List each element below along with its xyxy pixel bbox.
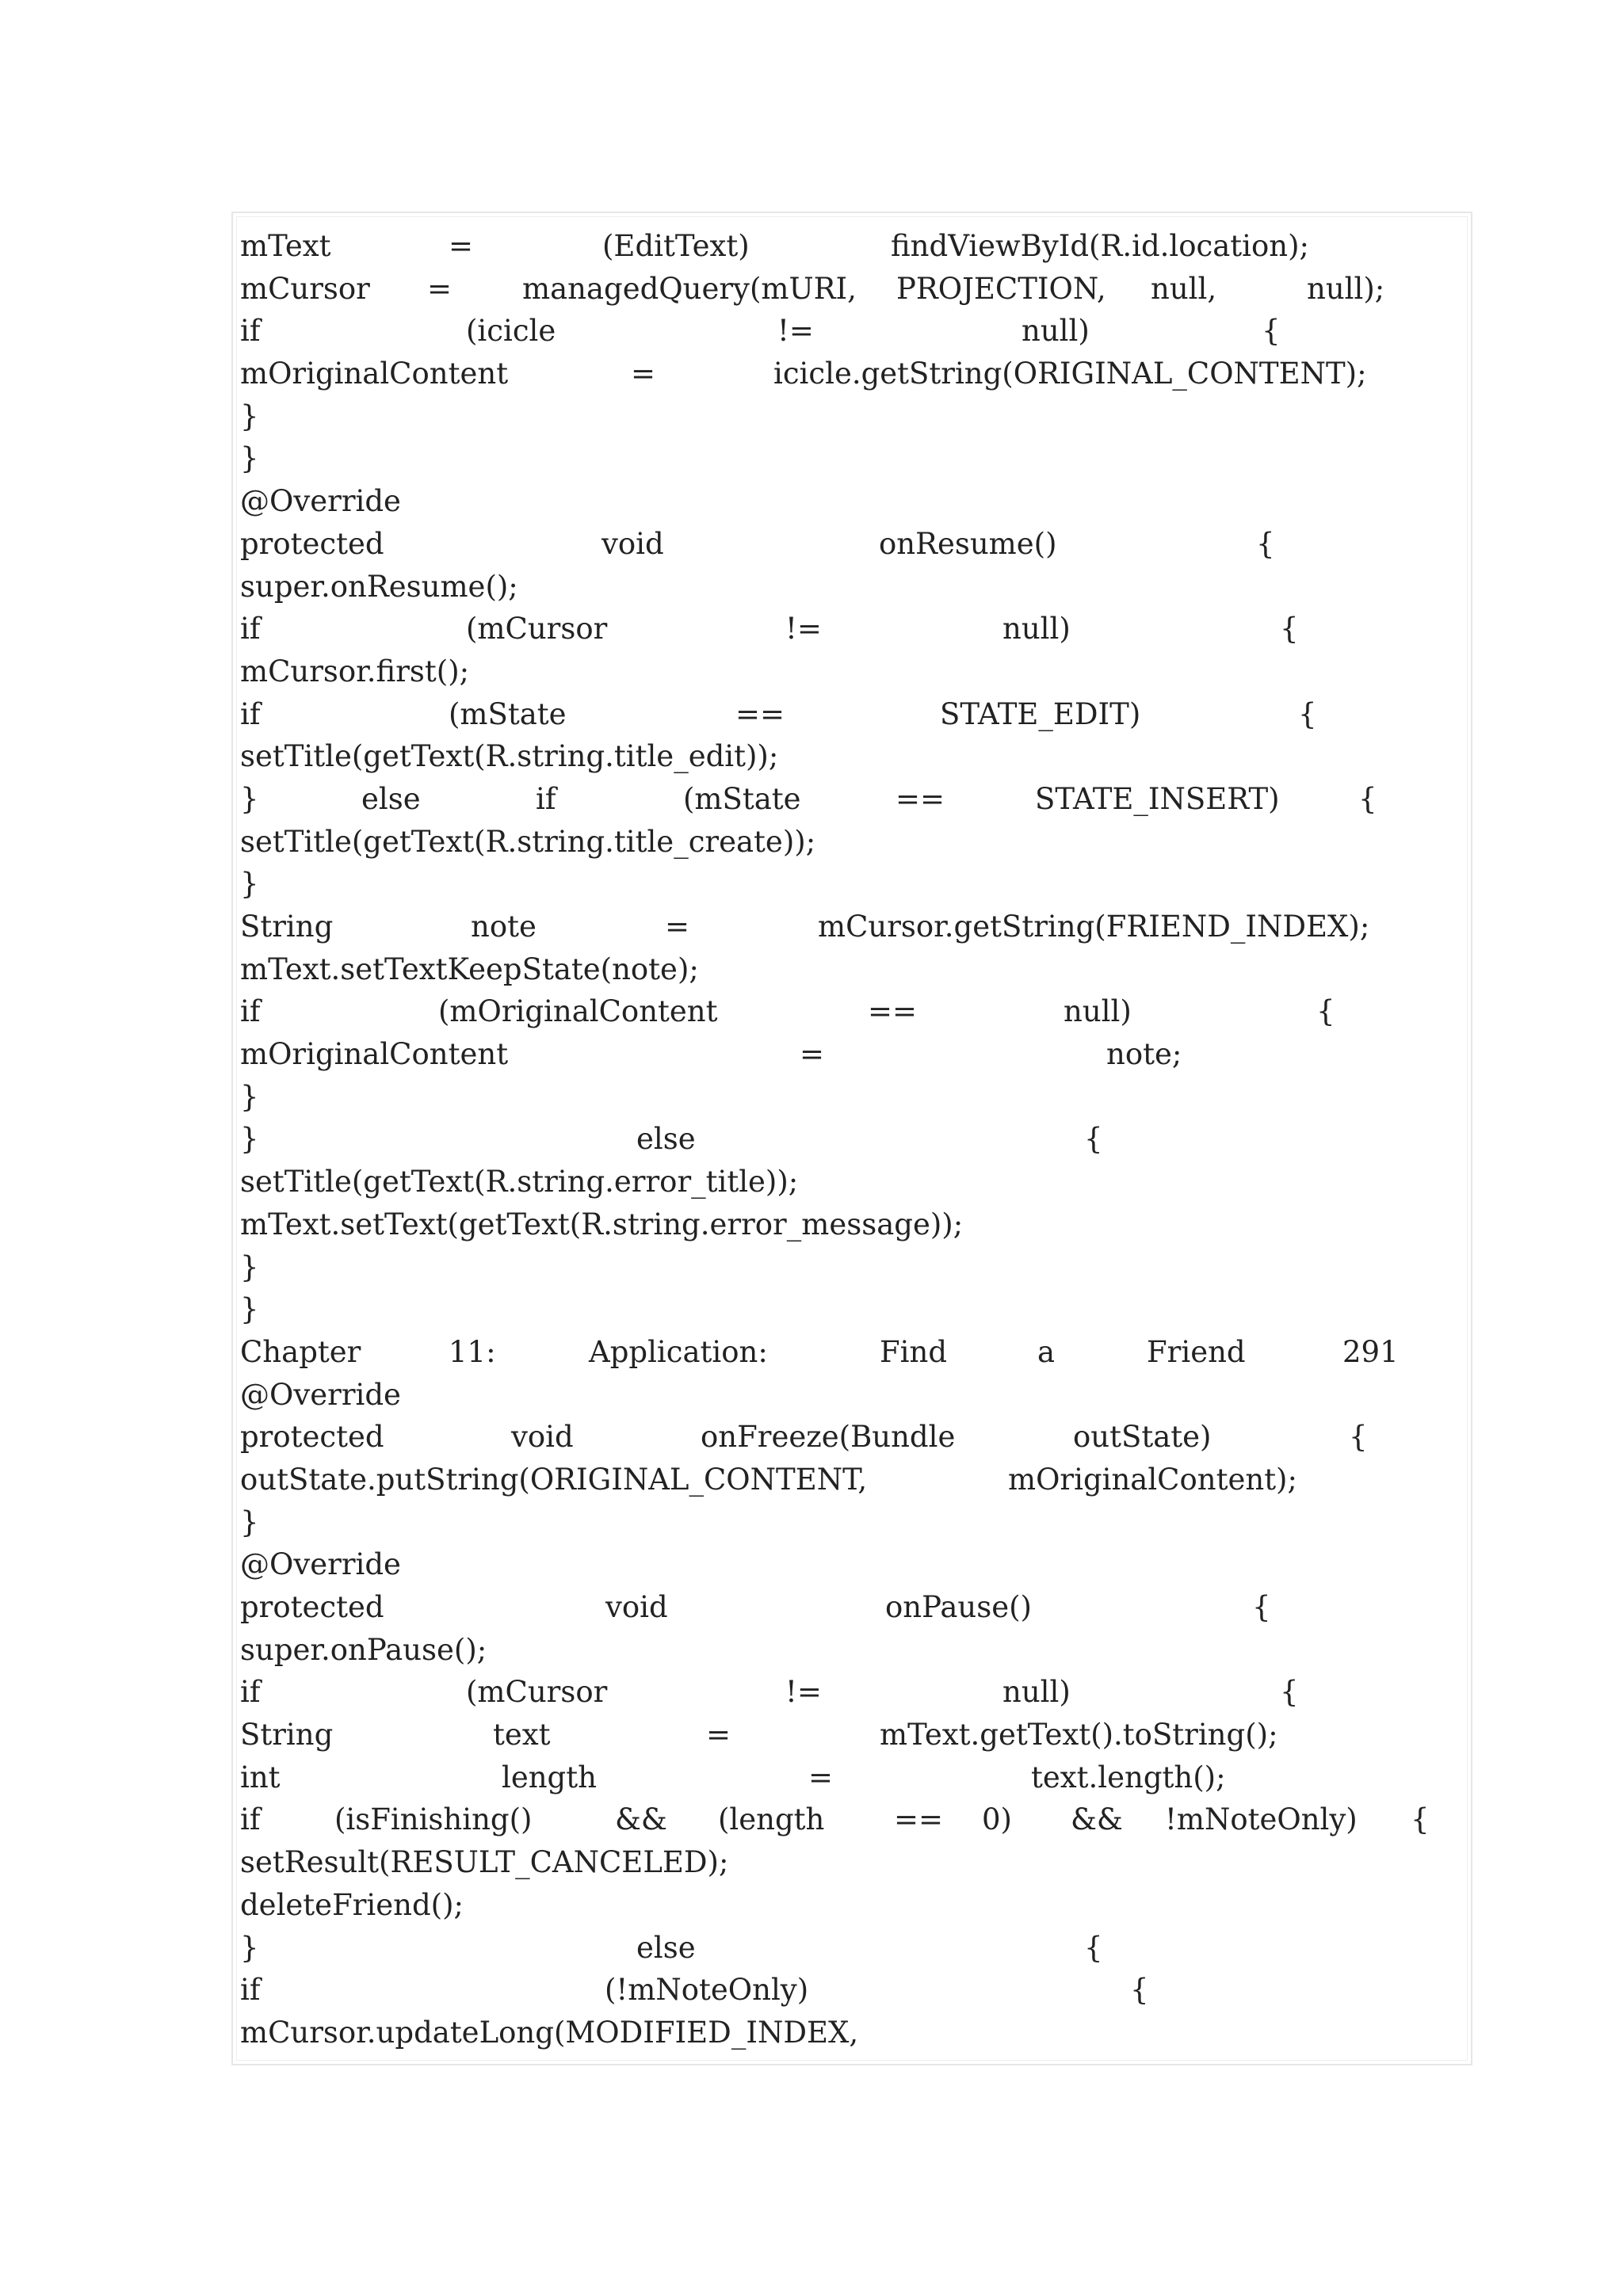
code-token: } xyxy=(240,1122,259,1157)
code-token: { xyxy=(1358,781,1377,816)
code-token: setTitle(getText(R.string.title_edit)); xyxy=(240,739,779,774)
code-token: managedQuery(mURI, xyxy=(522,271,857,306)
code-line xyxy=(240,1459,1461,1501)
code-line xyxy=(240,1118,1461,1161)
code-token: { xyxy=(1280,1675,1299,1710)
code-line xyxy=(240,1969,1461,2012)
code-token: if xyxy=(240,994,261,1029)
code-token: { xyxy=(1084,1930,1103,1965)
code-token: a xyxy=(1037,1334,1056,1369)
code-token: if xyxy=(536,781,556,816)
code-token: mText.getText().toString(); xyxy=(880,1718,1278,1753)
code-token: { xyxy=(1280,612,1299,646)
code-token: deleteFriend(); xyxy=(240,1887,464,1922)
code-token: } xyxy=(240,781,259,816)
code-token: else xyxy=(361,781,421,816)
code-token: null) xyxy=(1002,1675,1071,1710)
code-token: String xyxy=(240,910,334,944)
code-token: } xyxy=(240,399,259,433)
code-token: && xyxy=(1071,1802,1123,1837)
code-token: != xyxy=(785,612,822,646)
code-line xyxy=(240,1671,1461,1714)
code-line xyxy=(240,990,1461,1033)
code-token: (mOriginalContent xyxy=(438,994,718,1029)
code-token: if xyxy=(240,1802,261,1837)
code-token: PROJECTION, xyxy=(896,271,1106,306)
code-token: { xyxy=(1084,1122,1103,1157)
code-token: text.length(); xyxy=(1031,1760,1226,1794)
code-line xyxy=(240,1374,1461,1417)
code-line xyxy=(240,1288,1461,1331)
code-token: @Override xyxy=(240,1547,401,1582)
code-token: if xyxy=(240,1675,261,1710)
code-token: mOriginalContent); xyxy=(1008,1462,1297,1497)
code-line xyxy=(240,1798,1461,1841)
code-token: icicle.getString(ORIGINAL_CONTENT); xyxy=(773,357,1367,391)
code-token: = xyxy=(631,357,656,391)
code-token: null); xyxy=(1307,271,1385,306)
code-line xyxy=(240,906,1461,948)
code-token: (isFinishing() xyxy=(334,1802,533,1837)
code-token: (mState xyxy=(449,696,567,731)
code-token: = xyxy=(800,1037,825,1072)
code-token: == xyxy=(868,994,918,1029)
code-token: = xyxy=(449,229,474,263)
code-line xyxy=(240,2012,1461,2054)
code-line xyxy=(240,268,1461,311)
code-token: } xyxy=(240,1292,259,1327)
code-token: else xyxy=(636,1122,696,1157)
code-token: onFreeze(Bundle xyxy=(701,1420,956,1455)
code-token: { xyxy=(1349,1420,1368,1455)
code-token: == xyxy=(896,781,945,816)
code-token: setTitle(getText(R.string.error_title)); xyxy=(240,1165,799,1199)
code-token: (EditText) xyxy=(602,229,750,263)
code-token: (icicle xyxy=(466,314,556,349)
code-line xyxy=(240,1331,1461,1374)
code-line xyxy=(240,1927,1461,1970)
code-token: { xyxy=(1262,314,1281,349)
code-token: @Override xyxy=(240,484,401,519)
code-token: && xyxy=(615,1802,667,1837)
code-token: void xyxy=(511,1420,574,1455)
code-line xyxy=(240,480,1461,523)
code-token: Find xyxy=(880,1334,948,1369)
code-token: } xyxy=(240,1249,259,1284)
code-line xyxy=(240,1033,1461,1076)
code-token: 11: xyxy=(449,1334,496,1369)
code-token: onPause() xyxy=(885,1590,1032,1624)
code-line xyxy=(240,1841,1461,1884)
code-token: (length xyxy=(718,1802,825,1837)
code-line xyxy=(240,1586,1461,1629)
code-token: 291 xyxy=(1342,1334,1399,1369)
code-line xyxy=(240,608,1461,650)
code-token: mText xyxy=(240,229,331,263)
code-line xyxy=(240,1884,1461,1927)
code-line xyxy=(240,1416,1461,1459)
code-token: protected xyxy=(240,526,384,561)
code-token: int xyxy=(240,1760,281,1794)
code-token: Friend xyxy=(1147,1334,1246,1369)
code-token: note xyxy=(471,910,537,944)
code-line xyxy=(240,735,1461,778)
code-token: protected xyxy=(240,1420,384,1455)
code-token: } xyxy=(240,441,259,476)
code-line xyxy=(240,310,1461,353)
code-token: == xyxy=(735,696,785,731)
code-line xyxy=(240,523,1461,566)
code-token: note; xyxy=(1106,1037,1182,1072)
code-token: { xyxy=(1411,1802,1430,1837)
code-token: outState) xyxy=(1073,1420,1212,1455)
code-token: != xyxy=(785,1675,822,1710)
code-line xyxy=(240,1161,1461,1203)
code-token: (mCursor xyxy=(466,1675,608,1710)
code-token: { xyxy=(1316,994,1335,1029)
code-token: (!mNoteOnly) xyxy=(605,1973,809,2008)
code-token: mCursor.first(); xyxy=(240,654,470,688)
code-token: = xyxy=(808,1760,834,1794)
code-token: if xyxy=(240,1973,261,2008)
code-line xyxy=(240,1246,1461,1289)
code-line xyxy=(240,395,1461,438)
code-token: { xyxy=(1252,1590,1271,1624)
code-line xyxy=(240,1756,1461,1799)
code-line xyxy=(240,1501,1461,1544)
code-token: mOriginalContent xyxy=(240,1037,509,1072)
code-token: (mState xyxy=(683,781,801,816)
code-token: if xyxy=(240,696,261,731)
code-token: == xyxy=(894,1802,944,1837)
code-token: } xyxy=(240,1505,259,1539)
code-token: } xyxy=(240,1079,259,1114)
code-token: protected xyxy=(240,1590,384,1624)
code-token: null) xyxy=(1002,612,1071,646)
code-token: { xyxy=(1256,526,1275,561)
code-token: STATE_EDIT) xyxy=(940,696,1141,731)
code-token: super.onPause(); xyxy=(240,1632,487,1667)
code-token: null, xyxy=(1151,271,1217,306)
code-token: mOriginalContent xyxy=(240,357,509,391)
code-listing xyxy=(240,225,1461,2054)
code-token: = xyxy=(706,1718,731,1753)
code-line xyxy=(240,948,1461,991)
code-line xyxy=(240,1076,1461,1119)
code-line xyxy=(240,437,1461,480)
code-token: if xyxy=(240,612,261,646)
code-token: { xyxy=(1298,696,1317,731)
code-token: mText.setTextKeepState(note); xyxy=(240,952,699,986)
code-line xyxy=(240,225,1461,268)
code-token: @Override xyxy=(240,1377,401,1412)
code-line xyxy=(240,1714,1461,1756)
code-token: void xyxy=(605,1590,668,1624)
code-token: text xyxy=(493,1718,551,1753)
code-token: mCursor.updateLong(MODIFIED_INDEX, xyxy=(240,2015,859,2050)
code-token: = xyxy=(665,910,690,944)
code-token: setResult(RESULT_CANCELED); xyxy=(240,1845,729,1880)
code-token: !mNoteOnly) xyxy=(1165,1802,1358,1837)
code-line xyxy=(240,1543,1461,1586)
code-token: mText.setText(getText(R.string.error_message)); xyxy=(240,1207,964,1241)
code-token: = xyxy=(427,271,453,306)
code-token: else xyxy=(636,1930,696,1965)
code-token: 0) xyxy=(982,1802,1012,1837)
code-token: mCursor.getString(FRIEND_INDEX); xyxy=(818,910,1370,944)
code-token: } xyxy=(240,1930,259,1965)
code-token: outState.putString(ORIGINAL_CONTENT, xyxy=(240,1462,868,1497)
code-token: (mCursor xyxy=(466,612,608,646)
code-token: length xyxy=(502,1760,597,1794)
code-line xyxy=(240,863,1461,906)
code-token: setTitle(getText(R.string.title_create)); xyxy=(240,824,816,859)
code-token: STATE_INSERT) xyxy=(1035,781,1280,816)
code-token: null) xyxy=(1022,314,1090,349)
code-line xyxy=(240,566,1461,608)
code-token: onResume() xyxy=(879,526,1057,561)
code-token: if xyxy=(240,314,261,349)
code-line xyxy=(240,778,1461,821)
code-token: mCursor xyxy=(240,271,370,306)
code-token: Chapter xyxy=(240,1334,361,1369)
code-line xyxy=(240,821,1461,864)
code-token: Application: xyxy=(589,1334,768,1369)
code-token: findViewById(R.id.location); xyxy=(891,229,1309,263)
code-token: super.onResume(); xyxy=(240,569,518,604)
code-token: != xyxy=(777,314,814,349)
code-token: null) xyxy=(1064,994,1132,1029)
code-line xyxy=(240,353,1461,395)
code-token: void xyxy=(601,526,664,561)
code-token: } xyxy=(240,867,259,902)
code-line xyxy=(240,650,1461,693)
code-line xyxy=(240,1629,1461,1672)
code-line xyxy=(240,1203,1461,1246)
code-line xyxy=(240,693,1461,736)
code-token: { xyxy=(1130,1973,1149,2008)
code-token: String xyxy=(240,1718,334,1753)
